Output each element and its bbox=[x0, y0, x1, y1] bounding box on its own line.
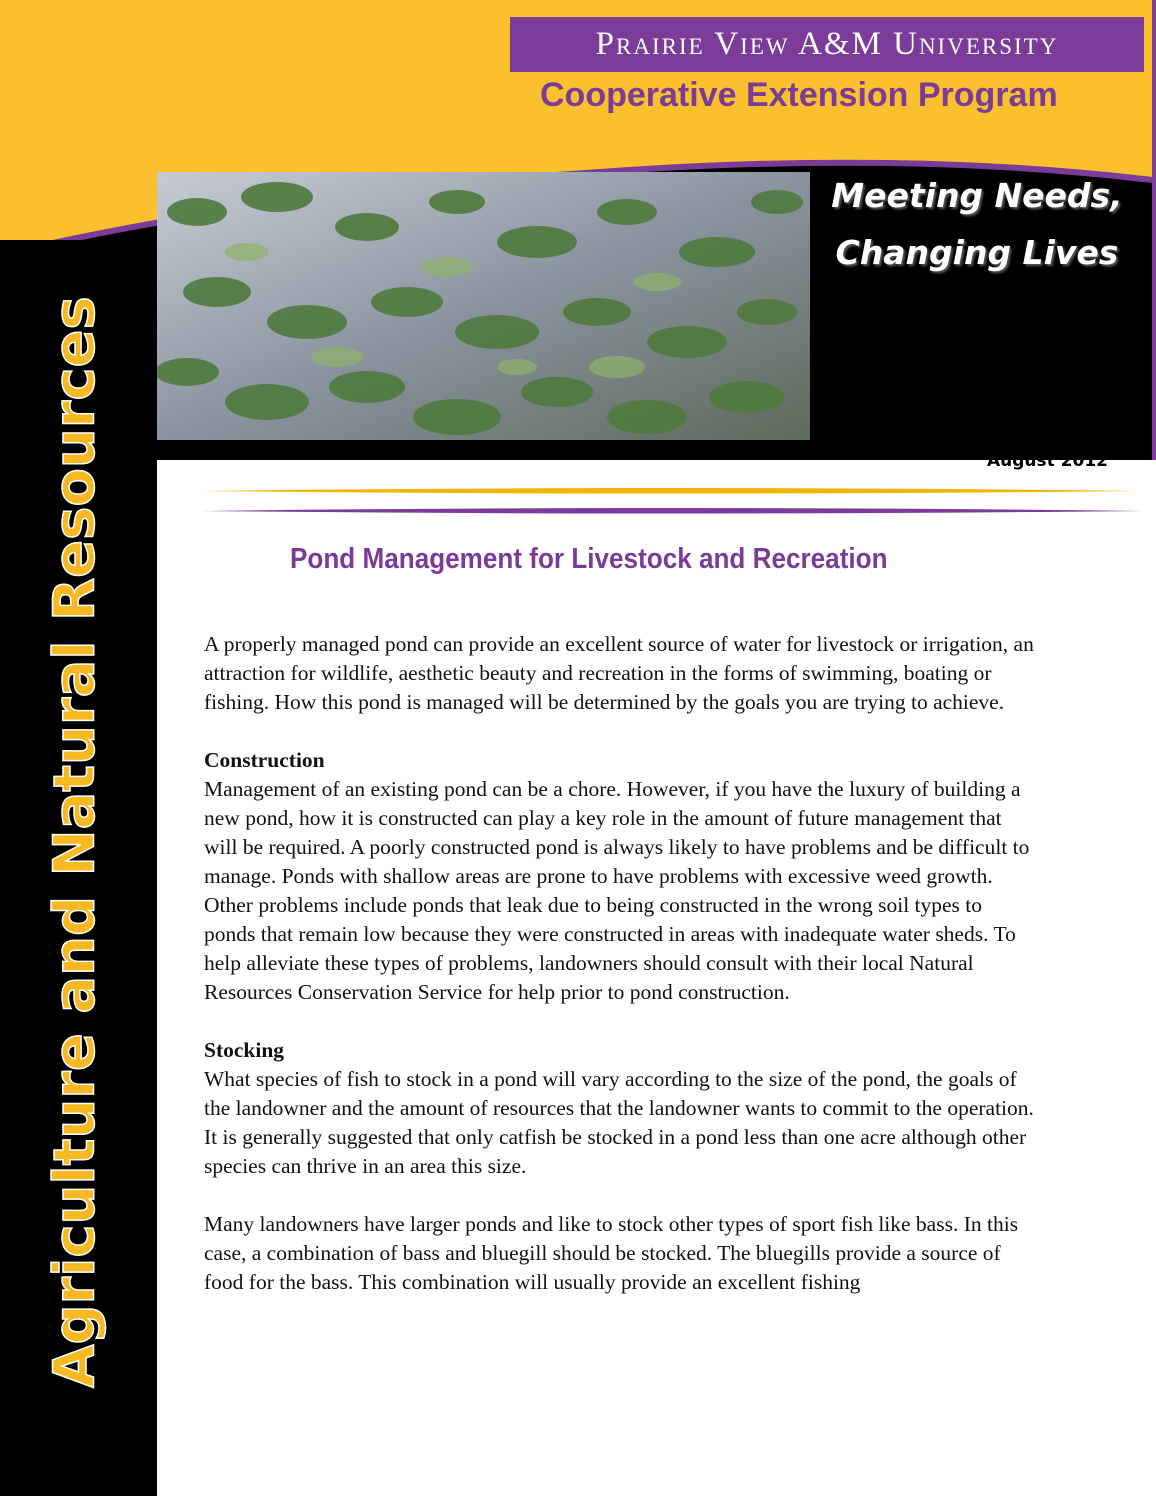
section-text-construction: Management of an existing pond can be a chore. However, if you have the luxury of building a new pond, how it is constructed can play a key role in the amount of future management that will be required. A poorly constructed pond is always likely to have problems and be difficult to manage. Ponds with shallow areas are prone to have problems with excessive weed growth. Other problems include ponds that leak due to being constructed in the wrong soil types to ponds that remain low because they were constructed in areas with inadequate water sheds. To help alleviate these types of problems, landowners should consult with their local Natural Resources Conservation Service for help prior to pond construction. bbox=[204, 777, 1030, 1004]
tagline-line-2: Changing Lives bbox=[835, 233, 1119, 272]
university-name: Prairie View A&M University bbox=[510, 17, 1144, 72]
divider-rules bbox=[195, 482, 1150, 522]
pond-lilypad-photo bbox=[157, 172, 810, 440]
closing-paragraph: Many landowners have larger ponds and like to stock other types of sport fish like bass. In this case, a combination of bass and bluegill should be stocked. The bluegills provide a source of food for the bass. This combination will usually provide an excellent fishing bbox=[204, 1212, 1019, 1294]
intro-paragraph: A properly managed pond can provide an excellent source of water for livestock or irrigation, an attraction for wildlife, aesthetic beauty and recreation in the forms of swimming, boating or fishing. How this pond is managed will be determined by the goals you are trying to achieve. bbox=[204, 632, 1034, 714]
section-heading-stocking: Stocking bbox=[204, 1038, 285, 1062]
side-section-title: Agriculture and Natural Resources bbox=[42, 296, 108, 1388]
program-name: Cooperative Extension Program bbox=[540, 76, 1058, 114]
issue-date: August 2012 bbox=[986, 451, 1108, 471]
article-body bbox=[204, 630, 1034, 1297]
section-text-stocking: What species of fish to stock in a pond will vary according to the size of the pond, the goals of the landowner and the amount of resources that the landowner wants to commit to the operation. It is generally suggested that only catfish be stocked in a pond less than one acre although other species can thrive in an area this size. bbox=[204, 1067, 1034, 1178]
tagline-line-1: Meeting Needs, bbox=[831, 176, 1123, 215]
section-heading-construction: Construction bbox=[204, 748, 325, 772]
article-title: Pond Management for Livestock and Recreation bbox=[290, 543, 888, 575]
